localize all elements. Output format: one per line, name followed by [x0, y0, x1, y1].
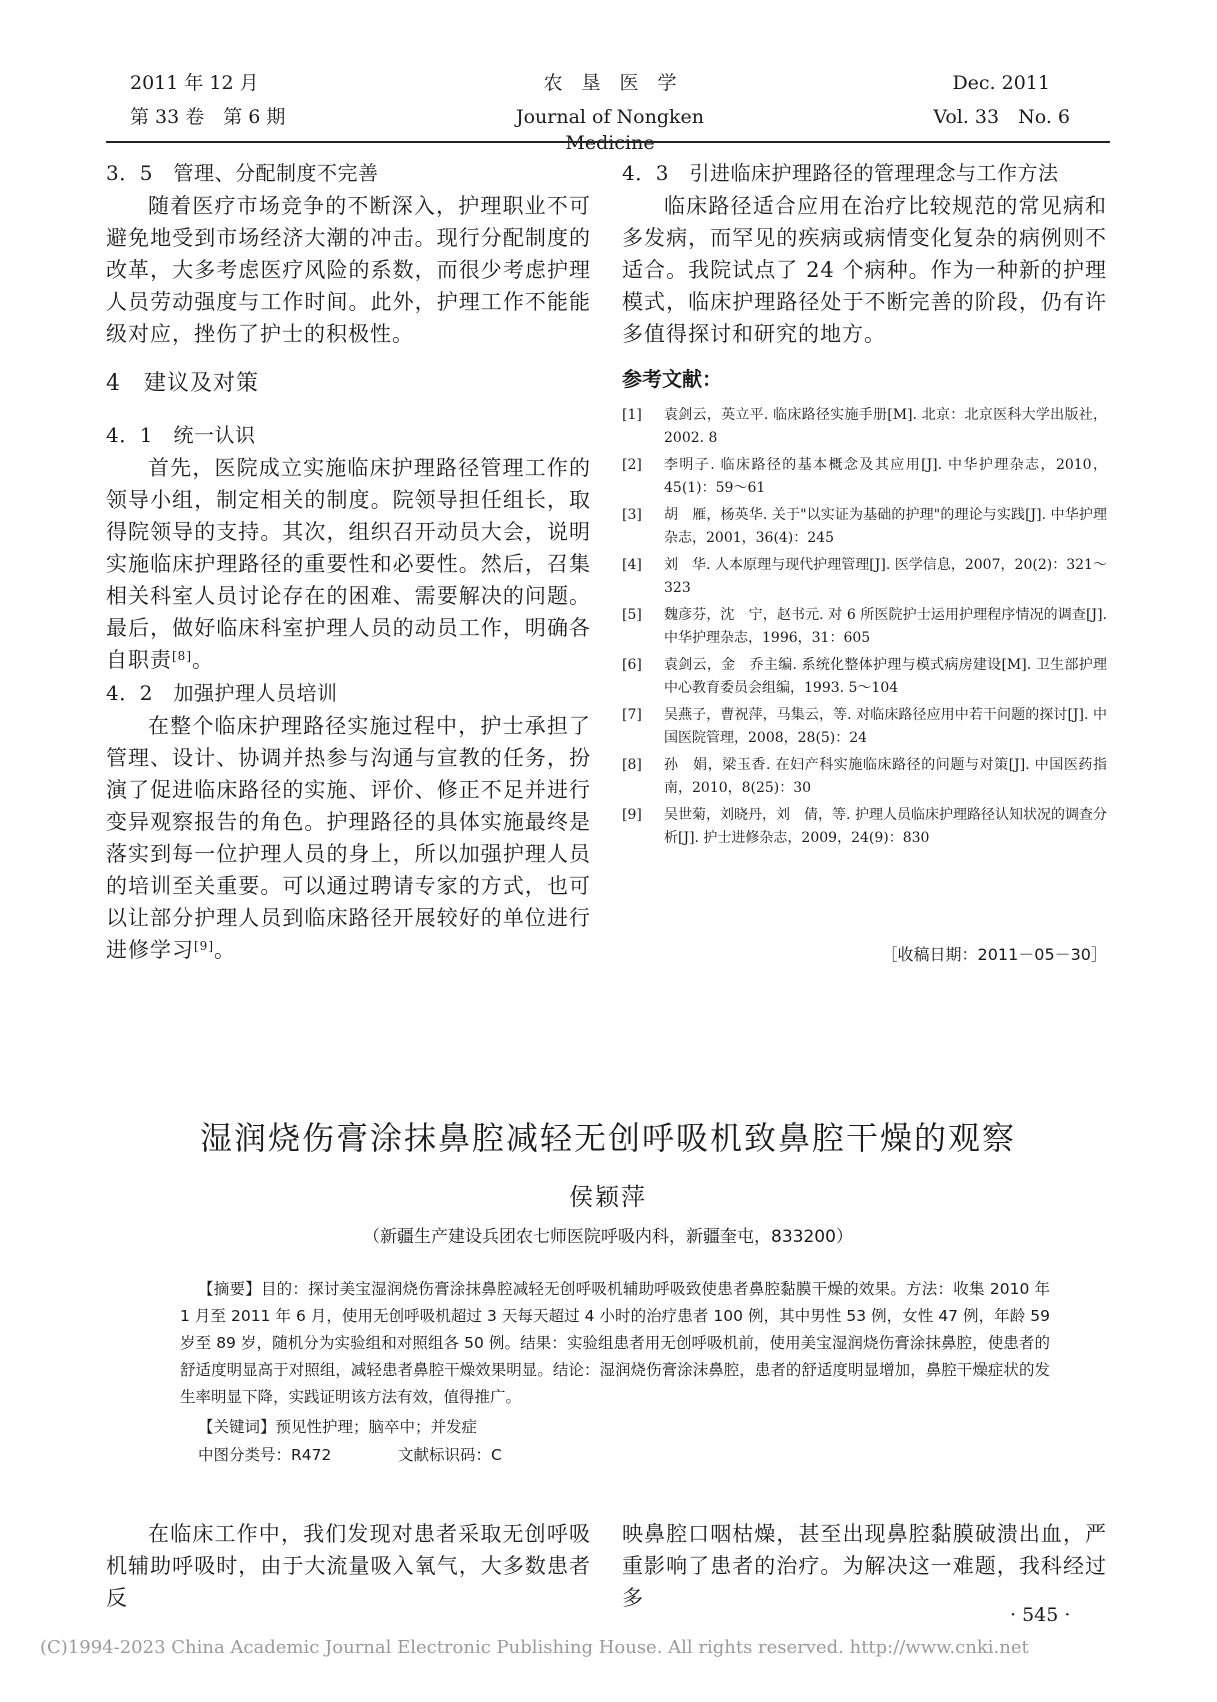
reference-item — [622, 454, 1107, 500]
citation: [9] — [194, 939, 214, 953]
reference-text: 吴世菊，刘晓丹，刘 倩，等. 护理人员临床护理路径认知状况的调查分析[J]. 护士进修杂志，2009，24(9)：830 — [664, 807, 1107, 846]
reference-item — [622, 554, 1107, 600]
header-rule — [106, 141, 1110, 143]
clc-number: 中图分类号：R472 — [198, 1446, 332, 1464]
references-title: 参考文献： — [622, 367, 722, 391]
copyright-notice: (C)1994-2023 China Academic Journal Electronic Publishing House. All rights reserved. http://www.cnki.net — [40, 1637, 1029, 1658]
header-right-line2: Vol. 33 No. 6 — [933, 106, 1070, 128]
reference-text: 孙 娟，梁玉香. 在妇产科实施临床路径的问题与对策[J]. 中国医药指南，2010，8(25)：30 — [664, 757, 1107, 796]
reference-number: [4] — [622, 557, 642, 573]
reference-text: 李明子. 临床路径的基本概念及其应用[J]. 中华护理杂志，2010，45(1)：59～61 — [664, 457, 1107, 496]
reference-text: 刘 华. 人本原理与现代护理管理[J]. 医学信息，2007，20(2)：321～323 — [664, 557, 1107, 596]
article-affiliation: （新疆生产建设兵团农七师医院呼吸内科，新疆奎屯，833200） — [363, 1227, 853, 1247]
paragraph-end: 。 — [214, 938, 236, 962]
left-column — [106, 158, 591, 966]
reference-number: [1] — [622, 407, 642, 423]
paragraph-end: 。 — [192, 648, 214, 672]
reference-text: 胡 雁，杨英华. 关于"以实证为基础的护理"的理论与实践[J]. 中华护理杂志，2001，36(4)：245 — [664, 507, 1107, 546]
reference-number: [9] — [622, 807, 642, 823]
citation: [8] — [172, 649, 192, 663]
abstract: 【摘要】目的：探讨美宝湿润烧伤膏涂抹鼻腔减轻无创呼吸机辅助呼吸致使患者鼻腔黏膜干燥的效果。方法：收集 2010 年 1 月至 2011 年 6 月，使用无创呼吸机超过 3 天每天超过 4 小时的治疗患者 100 例，其中男性 53 例，女性 47 例，年龄 59 岁至 89 岁，随机分为实验组和对照组各 50 例。结果：实验组患者用无创呼吸机前，使用美宝湿润烧伤膏涂抹鼻腔，使患者的舒适度明显高于对照组，减轻患者鼻腔干燥效果明显。结论：湿润烧伤膏涂沫鼻腔，患者的舒适度明显增加，鼻腔干燥症状的发生率明显下降，实践证明该方法有效，值得推广。 — [180, 1280, 1050, 1406]
reference-item — [622, 804, 1107, 850]
paragraph — [106, 710, 591, 966]
reference-item — [622, 704, 1107, 750]
document-code: 文献标识码：C — [398, 1446, 502, 1464]
reference-item — [622, 754, 1107, 800]
reference-number: [7] — [622, 707, 642, 723]
right-column — [622, 158, 1107, 854]
reference-number: [3] — [622, 507, 642, 523]
journal-name-cn: 农 垦 医 学 — [543, 72, 677, 94]
section-heading: 4．3 引进临床护理路径的管理理念与工作方法 — [622, 161, 1059, 185]
paragraph — [106, 452, 591, 676]
section-heading: 4 建议及对策 — [106, 371, 259, 396]
header-left-line2: 第 33 卷 第 6 期 — [130, 106, 286, 128]
paragraph-text: 在整个临床护理路径实施过程中，护士承担了管理、设计、协调并热参与沟通与宣教的任务，扮演了促进临床路径的实施、评价、修正不足并进行变异观察报告的角色。护理路径的具体实施最终是落实到每一位护理人员的身上，所以加强护理人员的培训至关重要。可以通过聘请专家的方式，也可以让部分护理人员到临床路径开展较好的单位进行进修学习 — [106, 714, 591, 962]
paragraph: 临床路径适合应用在治疗比较规范的常见病和多发病，而罕见的疾病或病情变化复杂的病例则不适合。我院试点了 24 个病种。作为一种新的护理模式，临床护理路径处于不断完善的阶段，仍有许多值得探讨和研究的地方。 — [622, 194, 1107, 346]
article-author: 侯颖萍 — [569, 1183, 647, 1211]
section-heading: 4．1 统一认识 — [106, 423, 256, 447]
section-heading: 3．5 管理、分配制度不完善 — [106, 161, 379, 185]
reference-number: [2] — [622, 457, 642, 473]
body-paragraph-left: 在临床工作中，我们发现对患者采取无创呼吸机辅助呼吸时，由于大流量吸入氧气，大多数患者反 — [106, 1522, 591, 1610]
paragraph: 随着医疗市场竞争的不断深入，护理职业不可避免地受到市场经济大潮的冲击。现行分配制度的改革，大多考虑医疗风险的系数，而很少考虑护理人员劳动强度与工作时间。此外，护理工作不能能级对应，挫伤了护士的积极性。 — [106, 194, 591, 346]
reference-number: [8] — [622, 757, 642, 773]
reference-item — [622, 504, 1107, 550]
journal-name-en: Journal of Nongken Medicine — [515, 106, 705, 154]
section-heading: 4．2 加强护理人员培训 — [106, 681, 338, 705]
reference-item — [622, 404, 1107, 450]
reference-list — [622, 404, 1107, 850]
paragraph-text: 首先，医院成立实施临床护理路径管理工作的领导小组，制定相关的制度。院领导担任组长，取得院领导的支持。其次，组织召开动员大会，说明实施临床护理路径的重要性和必要性。然后，召集相关科室人员讨论存在的困难、需要解决的问题。最后，做好临床科室护理人员的动员工作，明确各自职责 — [106, 456, 591, 672]
reference-text: 魏彦芬，沈 宁，赵书元. 对 6 所医院护士运用护理程序情况的调查[J]. 中华护理杂志，1996，31：605 — [664, 607, 1107, 646]
reference-number: [6] — [622, 657, 642, 673]
reference-item — [622, 604, 1107, 650]
reference-text: 袁剑云，金 乔主编. 系统化整体护理与模式病房建设[M]. 卫生部护理中心教育委员会组编，1993. 5～104 — [664, 657, 1107, 696]
reference-number: [5] — [622, 607, 642, 623]
body-paragraph-right: 映鼻腔口咽枯燥，甚至出现鼻腔黏膜破溃出血，严重影响了患者的治疗。为解决这一难题，我科经过多 — [622, 1522, 1107, 1610]
reference-text: 袁剑云，英立平. 临床路径实施手册[M]. 北京：北京医科大学出版社，2002. 8 — [664, 407, 1107, 446]
reference-text: 吴燕子，曹祝萍，马集云，等. 对临床路径应用中若干问题的探讨[J]. 中国医院管理，2008，28(5)：24 — [664, 707, 1107, 746]
header-left-line1: 2011 年 12 月 — [130, 72, 259, 94]
article-title: 湿润烧伤膏涂抹鼻腔减轻无创呼吸机致鼻腔干燥的观察 — [199, 1119, 1016, 1157]
reference-item — [622, 654, 1107, 700]
received-date: ［收稿日期：2011－05－30］ — [881, 945, 1107, 964]
page-number: · 545 · — [1010, 1604, 1071, 1626]
keywords: 【关键词】预见性护理；脑卒中；并发症 — [198, 1418, 478, 1436]
header-right-line1: Dec. 2011 — [952, 72, 1050, 94]
